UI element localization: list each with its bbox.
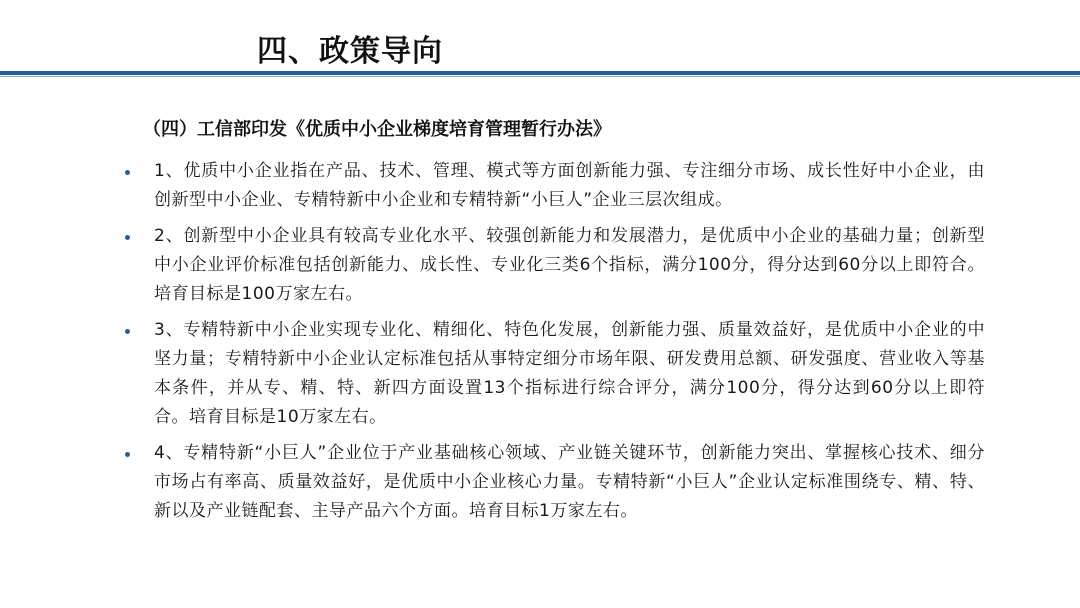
- bullet-icon: [125, 235, 130, 240]
- list-item: [125, 222, 985, 309]
- policy-list: [125, 157, 985, 533]
- list-item-text: 3、专精特新中小企业实现专业化、精细化、特色化发展，创新能力强、质量效益好，是优质中小企业的中坚力量；专精特新中小企业认定标准包括从事特定细分市场年限、研发费用总额、研发强度、营业收入等基本条件，并从专、精、特、新四方面设置13个指标进行综合评分，满分100分，得分达到60分以上即符合。培育目标是10万家左右。: [154, 320, 985, 427]
- list-item-text: 2、创新型中小企业具有较高专业化水平、较强创新能力和发展潜力，是优质中小企业的基础力量；创新型中小企业评价标准包括创新能力、成长性、专业化三类6个指标，满分100分，得分达到60分以上即符合。培育目标是100万家左右。: [154, 226, 985, 304]
- list-item-text: 1、优质中小企业指在产品、技术、管理、模式等方面创新能力强、专注细分市场、成长性好中小企业，由创新型中小企业、专精特新中小企业和专精特新“小巨人”企业三层次组成。: [154, 161, 985, 210]
- slide-title: 四、政策导向: [257, 34, 443, 69]
- bullet-icon: [125, 329, 130, 334]
- list-item: [125, 157, 985, 215]
- list-item: [125, 439, 985, 526]
- bullet-icon: [125, 170, 130, 175]
- title-divider-thin: [0, 76, 1080, 77]
- list-item-text: 4、专精特新“小巨人”企业位于产业基础核心领域、产业链关键环节，创新能力突出、掌握核心技术、细分市场占有率高、质量效益好，是优质中小企业核心力量。专精特新“小巨人”企业认定标准围绕专、精、特、新以及产业链配套、主导产品六个方面。培育目标1万家左右。: [154, 443, 985, 521]
- list-item: [125, 316, 985, 432]
- bullet-icon: [125, 452, 130, 457]
- title-divider: [0, 71, 1080, 75]
- section-heading: （四）工信部印发《优质中小企业梯度培育管理暂行办法》: [143, 119, 611, 140]
